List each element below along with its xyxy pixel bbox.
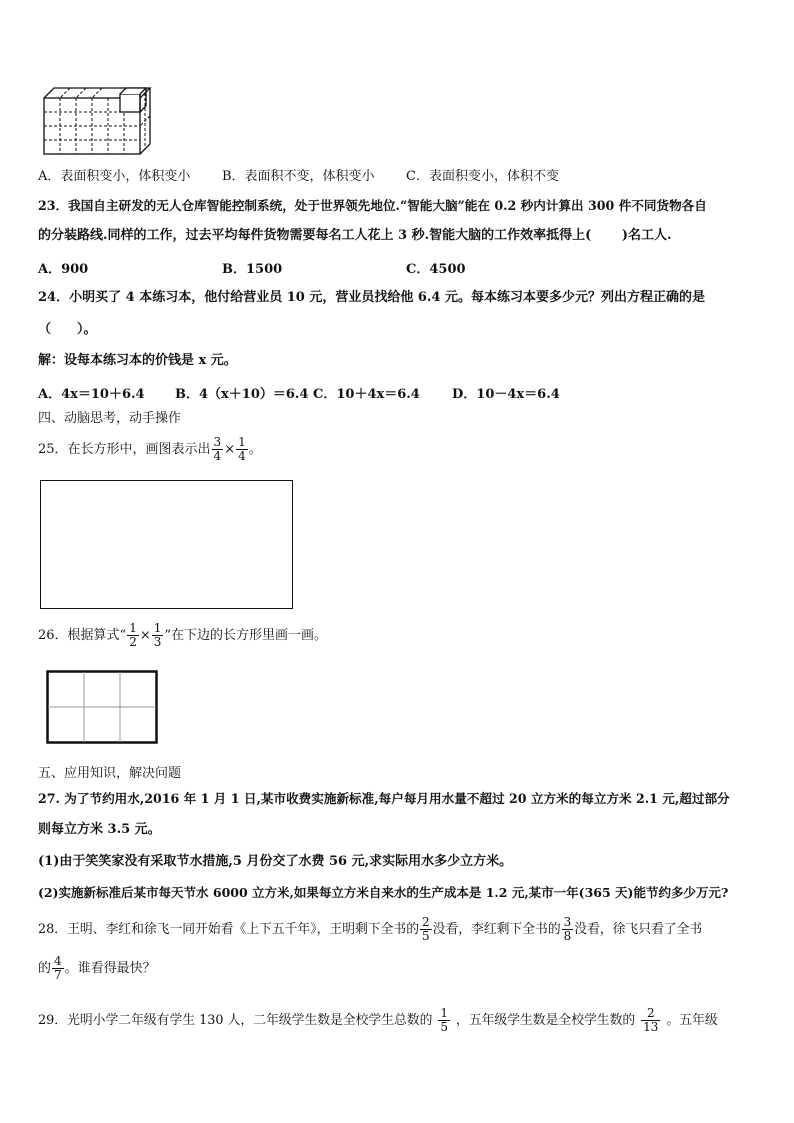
q25-fraction-1: $\frac{3}{4}$ bbox=[213, 435, 222, 463]
q28-text-line1: 28．王明、李红和徐飞一同开始看《上下五千年》，王明剩下全书的 $\frac{2}{5}$ 没看，李红剩下全书的 $\frac{3}{8}$ 没看，徐飞只看了全书 bbox=[38, 915, 703, 943]
q28-fraction-2: $\frac{3}{8}$ bbox=[563, 915, 572, 943]
q24-option-a[interactable]: A．4x＝10＋6.4 bbox=[38, 387, 145, 402]
q25-prefix: 25．在长方形中，画图表示出 bbox=[38, 442, 211, 457]
q26-fraction-2: $\frac{1}{3}$ bbox=[153, 621, 162, 649]
q27-part-1: (1)由于笑笑家没有采取节水措施,5 月份交了水费 56 元,求实际用水多少立方米。 bbox=[38, 854, 513, 869]
q27-text-line2: 则每立方米 3.5 元。 bbox=[38, 822, 161, 837]
q26-text bbox=[38, 622, 327, 650]
q29-text-line1: 29．光明小学二年级有学生 130 人，二年级学生数是全校学生总数的 $\frac{1}{5}$ ，五年级学生数是全校学生数的 $\frac{2}{13}$ 。五年级 bbox=[38, 1006, 718, 1034]
q26-suffix: ”在下边的长方形里画一画。 bbox=[164, 628, 328, 643]
section-5-heading: 五、应用知识，解决问题 bbox=[38, 766, 182, 781]
q22-option-c[interactable]: C．表面积变小，体积不变 bbox=[406, 169, 559, 184]
q23-text-line1: 23．我国自主研发的无人仓库智能控制系统，处于世界领先地位.“智能大脑”能在 0.2 秒内计算出 300 件不同货物各自 bbox=[38, 198, 707, 213]
q26-prefix: 26．根据算式“ bbox=[38, 628, 127, 643]
q23-option-c[interactable]: C．4500 bbox=[406, 262, 466, 277]
q25-drawing-rectangle[interactable] bbox=[40, 480, 293, 609]
q24-solution-setup: 解：设每本练习本的价钱是 x 元。 bbox=[38, 353, 237, 368]
q22-option-b[interactable]: B．表面积不变，体积变小 bbox=[222, 169, 375, 184]
q27-part-2: (2)实施新标准后某市每天节水 6000 立方米,如果每立方米自来水的生产成本是 1.2 元,某市一年(365 天)能节约多少万元? bbox=[38, 885, 729, 900]
q25-suffix: 。 bbox=[248, 442, 262, 457]
q23-text-line2: 的分装路线.同样的工作，过去平均每件货物需要每名工人花上 3 秒.智能大脑的工作效率抵得上( )名工人. bbox=[38, 228, 672, 243]
section-4-heading: 四、动脑思考，动手操作 bbox=[38, 411, 182, 426]
q23-option-a[interactable]: A．900 bbox=[38, 262, 89, 277]
q26-fraction-1: $\frac{1}{2}$ bbox=[129, 621, 137, 649]
q28-fraction-1: $\frac{2}{5}$ bbox=[422, 915, 430, 943]
q29-fraction-1: $\frac{1}{5}$ bbox=[440, 1006, 449, 1034]
q24-text-line2: （ ）。 bbox=[38, 322, 97, 337]
q27-text-line1: 27. 为了节约用水,2016 年 1 月 1 日,某市收费实施新标准,每户每月用水量不超过 20 立方米的每立方米 2.1 元,超过部分 bbox=[38, 791, 730, 806]
q24-option-d[interactable]: D．10－4x＝6.4 bbox=[452, 387, 560, 402]
q25-text bbox=[38, 436, 262, 464]
q29-fraction-2: $\frac{2}{13}$ bbox=[643, 1006, 659, 1034]
q24-option-c[interactable]: C．10＋4x＝6.4 bbox=[313, 387, 420, 402]
q28-fraction-3: $\frac{4}{7}$ bbox=[54, 954, 62, 982]
q26-grid-rectangle[interactable] bbox=[46, 670, 158, 744]
q25-fraction-2: $\frac{1}{4}$ bbox=[238, 435, 246, 463]
q22-option-a[interactable]: A．表面积变小，体积变小 bbox=[38, 169, 191, 184]
q25-times: × bbox=[224, 442, 236, 457]
cube-stack-figure bbox=[40, 84, 156, 158]
q24-option-b[interactable]: B．4（x＋10）＝6.4 bbox=[175, 387, 309, 402]
q26-times: × bbox=[139, 628, 151, 643]
q24-text-line1: 24．小明买了 4 本练习本，他付给营业员 10 元，营业员找给他 6.4 元。每本练习本要多少元？列出方程正确的是 bbox=[38, 290, 705, 305]
q23-option-b[interactable]: B．1500 bbox=[222, 262, 283, 277]
q28-text-line2: 的 $\frac{4}{7}$ 。谁看得最快？ bbox=[38, 954, 156, 982]
